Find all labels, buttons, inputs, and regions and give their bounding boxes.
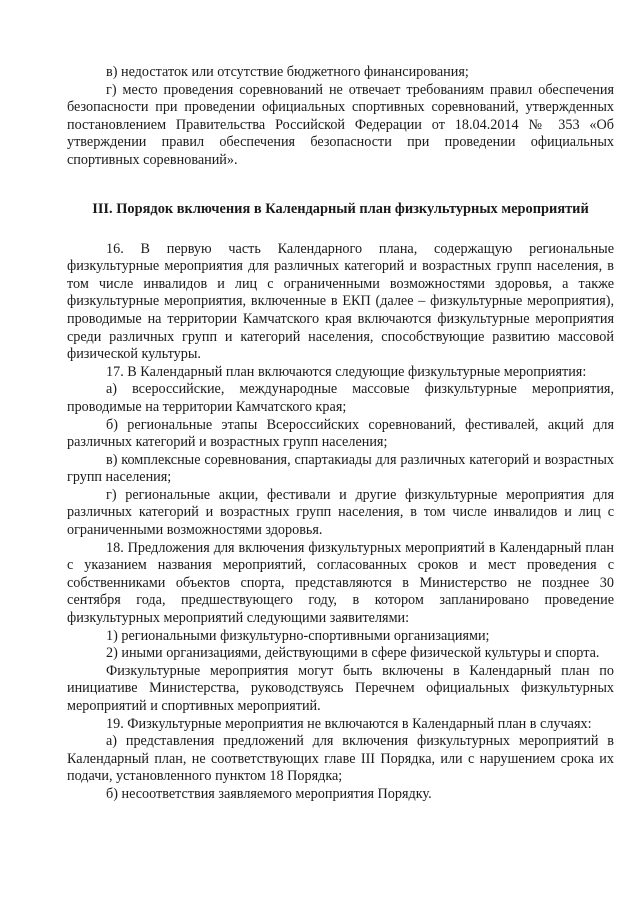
paragraph-17-a: а) всероссийские, международные массовые физкультурные мероприятия, проводимые на территории Камчатского края;	[67, 381, 614, 415]
paragraph-17-b: б) региональные этапы Всероссийских соревнований, фестивалей, акций для различных категорий и возрастных групп населения;	[67, 416, 614, 451]
paragraph-initiative: Физкультурные мероприятия могут быть включены в Календарный план по инициативе Министерства, руководствуясь Перечнем официальных физкультурных мероприятий и спортивных мероприятий.	[67, 662, 614, 714]
paragraph-18-1: 1) региональными физкультурно-спортивными организациями;	[106, 627, 490, 644]
paragraph-17-v: в) комплексные соревнования, спартакиады для различных категорий и возрастных групп населения;	[67, 451, 614, 486]
paragraph-19-a: а) представления предложений для включения физкультурных мероприятий в Календарный план, не соответствующих главе III Порядка, или с нарушением срока их подачи, установленного пунктом 18 Порядка;	[67, 733, 614, 785]
paragraph-item-g: г) место проведения соревнований не отвечает требованиям правил обеспечения безопасности при проведении официальных спортивных соревнований, утвержденных постановлением Правительства Российской Федерации от 18.04.2014 № 353 «Об утверждении правил обеспечения безопасности при проведении официальных спортивных соревнований».	[67, 81, 614, 168]
paragraph-19: 19. Физкультурные мероприятия не включаются в Календарный план в случаях:	[106, 715, 592, 732]
paragraph-17-g: г) региональные акции, фестивали и другие физкультурные мероприятия для различных категорий и возрастных групп населения, в том числе инвалидов и лиц с ограниченными возможностями здоровья.	[67, 486, 614, 539]
paragraph-16: 16. В первую часть Календарного плана, содержащую региональные физкультурные мероприятия для различных категорий и возрастных групп населения, в том числе инвалидов и лиц с ограниченными возможностями здоровья, а также физкультурные мероприятия, включенные в ЕКП (далее – физкультурные мероприятия), проводимые на территории Камчатского края включаются физкультурные мероприятия среди различных групп и категорий населения, способствующие развитию массовой физической культуры.	[67, 240, 614, 363]
paragraph-17: 17. В Календарный план включаются следующие физкультурные мероприятия:	[106, 363, 587, 380]
paragraph-18-2: 2) иными организациями, действующими в сфере физической культуры и спорта.	[106, 645, 600, 662]
paragraph-18: 18. Предложения для включения физкультурных мероприятий в Календарный план с указанием названия мероприятий, согласованных сроков и мест проведения с собственниками объектов спорта, представляются в Министерство не позднее 30 сентября года, предшествующего году, в котором запланировано проведение физкультурных мероприятий следующими заявителями:	[67, 539, 614, 627]
section-heading: III. Порядок включения в Календарный план физкультурных мероприятий	[92, 200, 589, 217]
paragraph-item-v: в) недостаток или отсутствие бюджетного финансирования;	[106, 64, 469, 80]
paragraph-19-b: б) несоответствия заявляемого мероприятия Порядку.	[106, 785, 432, 802]
